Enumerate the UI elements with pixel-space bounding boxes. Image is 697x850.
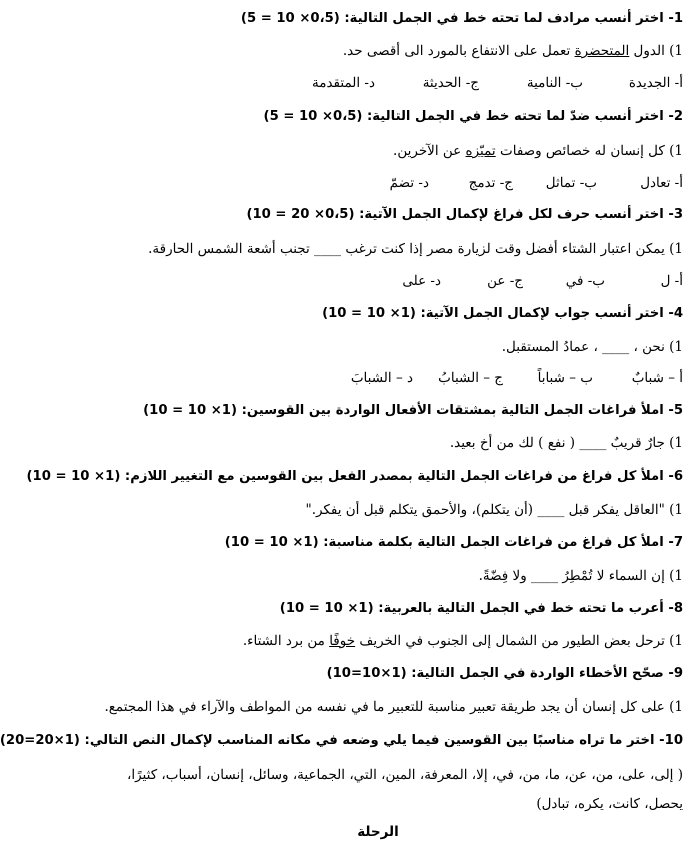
- question-9-sentence: 1) على كل إنسان أن يجد طريقة تعبير مناسبة للتعبير ما في نفسه من المواطف والآراء في هذا المجتمع.: [104, 699, 683, 715]
- question-8-sentence: [73, 630, 683, 652]
- question-8-heading: 8- أعرب ما تحته خط في الجمل التالية بالعربية: (1× 10 = 10): [279, 601, 683, 616]
- option-c: ج- تدمج: [468, 175, 513, 191]
- option-d: د – الشبابَ: [350, 370, 413, 386]
- sentence-text: 1) الدول: [629, 43, 683, 59]
- question-1-heading: 1- اختر أنسب مرادف لما تحته خط في الجمل التالية: (0،5× 10 = 5): [240, 11, 683, 26]
- question-10-word-bank-line-2: يحصل، كانت، يكره، تبادل): [536, 796, 683, 812]
- question-5-heading: 5- املأ فراغات الجمل التالية بمشتقات الأفعال الواردة بين القوسين: (1× 10 = 10): [143, 403, 683, 418]
- question-4-options: [73, 367, 683, 389]
- question-9-heading: 9- صحّح الأخطاء الواردة في الجمل التالية: (1×10=10): [326, 666, 683, 681]
- question-1-options: [73, 72, 683, 94]
- sentence-text: من برد الشتاء.: [242, 633, 330, 649]
- question-6-heading: 6- املأ كل فراغ من فراغات الجمل التالية بمصدر الفعل بين القوسين مع التغيير اللازم: (1× 10 = 10): [26, 469, 683, 484]
- option-a: أ – شبابٌ: [631, 370, 683, 386]
- question-7-sentence: 1) إن السماء لا تُمْطِرُ ____ ولا فِضّةً.: [478, 568, 683, 584]
- question-3-heading: 3- اختر أنسب حرف لكل فراغ لإكمال الجمل الآتية: (0،5× 20 = 10): [246, 207, 683, 222]
- option-d: د- المتقدمة: [312, 75, 375, 91]
- question-6-sentence: 1) "العاقل يفكر قبل ____ (أن يتكلم)، والأحمق يتكلم قبل أن يفكر.": [305, 502, 683, 518]
- sentence-text: تعمل على الانتفاع بالمورد الى أقصى حد.: [342, 43, 575, 59]
- question-4-sentence: 1) نحن ، ____ ، عمادُ المستقبل.: [501, 339, 683, 355]
- option-c: ج – الشبابُ: [438, 370, 503, 386]
- sentence-text: 1) كل إنسان له خصائص وصفات: [495, 143, 683, 159]
- question-2-sentence: [73, 140, 683, 162]
- sentence-text: عن الآخرين.: [393, 143, 466, 159]
- question-10-word-bank-line-1: ( إلى، على، من، عن، ما، من، في، إلا، المعرفة، المين، التي، الجماعية، وسائل، إنسان، أسباب، كثيرًا،: [126, 767, 683, 783]
- option-d: د- على: [402, 273, 441, 289]
- question-5-sentence: 1) جارٌ قريبٌ ____ ( نفع ) لك من أخ بعيد.: [449, 435, 683, 451]
- option-a: أ- تعادل: [640, 175, 683, 191]
- option-a: أ- ل: [660, 273, 683, 289]
- option-b: ب- في: [565, 273, 605, 289]
- underlined-word: خوفًا: [329, 633, 356, 649]
- question-7-heading: 7- املأ كل فراغ من فراغات الجمل التالية بكلمة مناسبة: (1× 10 = 10): [224, 535, 683, 550]
- sentence-text: 1) ترحل بعض الطيور من الشمال إلى الجنوب في الخريف: [355, 633, 683, 649]
- option-b: ب – شباباً: [537, 370, 593, 386]
- question-2-heading: 2- اختر أنسب ضدّ لما تحته خط في الجمل التالية: (0،5× 10 = 5): [263, 109, 683, 124]
- option-b: ب- النامية: [526, 75, 583, 91]
- question-2-options: [73, 172, 683, 194]
- option-d: د- تضمّ: [389, 175, 429, 191]
- option-a: أ- الجديدة: [628, 75, 683, 91]
- passage-title: الرحلة: [357, 824, 399, 840]
- question-3-options: [73, 270, 683, 292]
- question-10-heading: 10- اختر ما تراه مناسبًا بين القوسين فيما يلي وضعه في مكانه المناسب لإكمال النص التالي: (1×20=20): [0, 733, 683, 748]
- question-1-sentence: [73, 40, 683, 62]
- option-c: ج- الحديثة: [422, 75, 479, 91]
- option-b: ب- تماثل: [545, 175, 597, 191]
- question-4-heading: 4- اختر أنسب جواب لإكمال الجمل الآتية: (1× 10 = 10): [322, 306, 683, 321]
- underlined-word: المتحضرة: [574, 43, 630, 59]
- option-c: ج- عن: [487, 273, 523, 289]
- question-3-sentence: 1) يمكن اعتبار الشتاء أفضل وقت لزيارة مصر إذا كنت ترغب ____ تجنب أشعة الشمس الحارقة.: [148, 241, 683, 257]
- underlined-word: تميّزه: [465, 143, 496, 159]
